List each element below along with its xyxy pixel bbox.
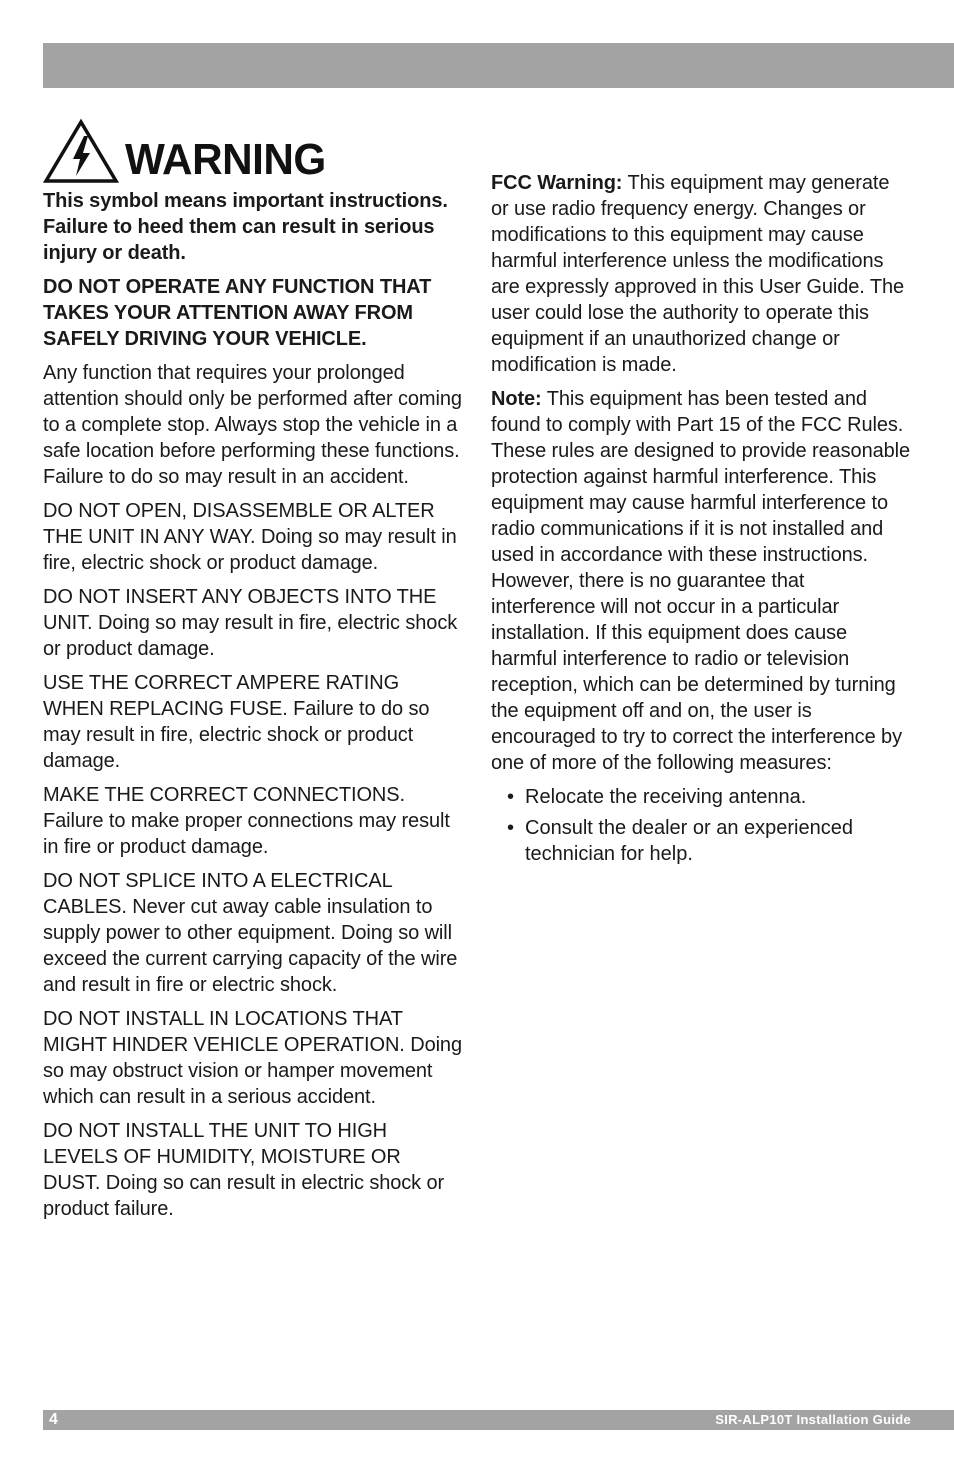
note-text: This equipment has been tested and found to comply with Part 15 of the FCC Rules. These rules are designed to provide reasonable protection against harmful interference. This equipment may cause harmful interference to radio communications if it is not installed and used in accordance with these instructions. However, there is no guarantee that interference will not occur in a particular installation. If this equipment does cause harmful interference to radio or television reception, which can be determined by turning the equipment off and on, the user is encouraged to try to correct the interference by one of more of the following measures: [491,388,911,774]
body-paragraph: DO NOT OPEN, DISASSEMBLE OR ALTER THE UNIT IN ANY WAY. Doing so may result in fire, electric shock or product damage. [43,500,457,574]
list-item-text: Consult the dealer or an experienced technician for help. [525,817,853,865]
body-paragraph: MAKE THE CORRECT CONNECTIONS. Failure to make proper connections may result in fire or product damage. [43,784,450,858]
bullet: • [507,786,515,808]
electrical-hazard-warning-icon [43,118,119,184]
list-item-text: Relocate the receiving antenna. [525,786,807,808]
body-paragraph: DO NOT INSTALL THE UNIT TO HIGH LEVELS OF HUMIDITY, MOISTURE OR DUST. Doing so can result in electric shock or product failure. [43,1120,445,1220]
do-not-operate-paragraph: DO NOT OPERATE ANY FUNCTION THAT TAKES YOUR ATTENTION AWAY FROM SAFELY DRIVING YOUR VEHICLE. [43,276,432,350]
warning-title: WARNING [125,135,326,184]
body-paragraph: DO NOT INSERT ANY OBJECTS INTO THE UNIT. Doing so may result in fire, electric shock or product damage. [43,586,458,660]
left-column [43,112,463,1230]
top-header-bar [43,43,954,88]
fcc-warning-text: This equipment may generate or use radio frequency energy. Changes or modifications to this equipment may cause harmful interference unless the modifications are expressly approved in this User Guide. The user could lose the authority to operate this equipment if an unauthorized change or modification is made. [491,172,905,376]
measures-list [491,784,911,867]
bullet: • [507,817,515,839]
footer-bar [43,1410,954,1430]
right-column [491,170,911,872]
page-number: 4 [49,1411,58,1428]
guide-title: SIR-ALP10T Installation Guide [715,1412,911,1427]
body-paragraph: Any function that requires your prolonged attention should only be performed after coming to a complete stop. Always stop the vehicle in a safe location before performing these functions. Failure to do so may result in an accident. [43,362,462,488]
list-item [491,815,911,867]
fcc-warning-label: FCC Warning: [491,172,623,194]
body-paragraph: DO NOT SPLICE INTO A ELECTRICAL CABLES. Never cut away cable insulation to supply power to other equipment. Doing so will exceed the current carrying capacity of the wire and result in fire or electric shock. [43,870,458,996]
body-paragraph: DO NOT INSTALL IN LOCATIONS THAT MIGHT HINDER VEHICLE OPERATION. Doing so may obstruct vision or hamper movement which can result in a serious accident. [43,1008,462,1108]
list-item [491,784,911,810]
body-paragraph: USE THE CORRECT AMPERE RATING WHEN REPLACING FUSE. Failure to do so may result in fire, electric shock or product damage. [43,672,430,772]
note-label: Note: [491,388,542,410]
fcc-warning-paragraph [491,170,911,378]
note-paragraph [491,386,911,776]
warning-heading [43,112,463,184]
intro-paragraph: This symbol means important instructions. Failure to heed them can result in serious injury or death. [43,190,448,264]
